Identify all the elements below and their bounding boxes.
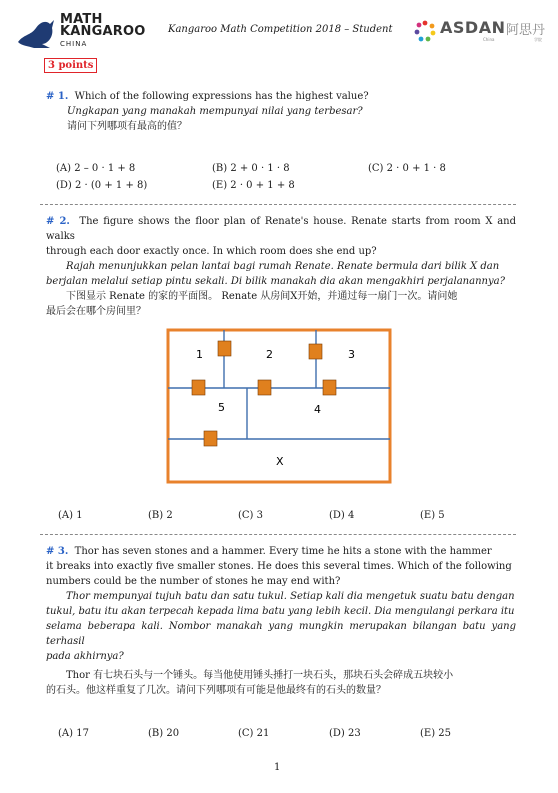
option-d[interactable]: (D) 4: [329, 510, 355, 521]
room-label-x: X: [276, 455, 284, 468]
option-a[interactable]: (A) 2 – 0 · 1 + 8: [56, 163, 136, 174]
question-ms-line4: pada akhirnya?: [46, 651, 124, 662]
page-number: 1: [274, 762, 281, 773]
question-ms-line2: tukul, batu itu akan terpecah kepada lima batu yang lebih kecil. Dia mengulangi perkara itu: [46, 606, 515, 617]
option-a[interactable]: (A) 17: [58, 728, 89, 739]
room-label-3: 3: [348, 348, 355, 361]
door: [204, 431, 217, 446]
door: [258, 380, 271, 395]
question-zh-line1: 下图显示 Renate 的家的平面图。 Renate 从房间X开始，并通过每一扇门一次。请问她: [66, 291, 458, 302]
divider: [40, 204, 516, 205]
question-en-line3: numbers could be the number of stones he may end with?: [46, 576, 341, 587]
room-label-1: 1: [196, 348, 203, 361]
question-1: [46, 89, 516, 134]
question-number: # 3.: [46, 546, 69, 557]
question-ms-line3: selama beberapa kali. Nombor manakah yang mungkin merupakan bilangan batu yang terhasil: [46, 621, 516, 647]
question-ms: Ungkapan yang manakah mempunyai nilai yang terbesar?: [67, 106, 363, 117]
question-ms-line1: Thor mempunyai tujuh batu dan satu tukul. Setiap kali dia mengetuk suatu batu dengan: [66, 591, 515, 602]
door: [309, 344, 322, 359]
option-e[interactable]: (E) 2 · 0 + 1 + 8: [212, 180, 295, 191]
question-en-line1: Thor has seven stones and a hammer. Every time he hits a stone with the hammer: [74, 546, 492, 557]
question-zh-line2: 的石头。他这样重复了几次。请问下列哪项有可能是他最终有的石头的数量？: [46, 685, 386, 696]
question-en: Which of the following expressions has the highest value?: [74, 91, 369, 102]
option-d[interactable]: (D) 2 · (0 + 1 + 8): [56, 180, 148, 191]
option-e[interactable]: (E) 5: [420, 510, 445, 521]
asdan-logo-sub-left: China: [483, 37, 495, 42]
option-b[interactable]: (B) 2: [148, 510, 173, 521]
question-en-line1: The figure shows the floor plan of Renate's house. Renate starts from room X and walks: [46, 216, 517, 242]
question-zh-line2: 最后会在哪个房间里？: [46, 306, 146, 317]
door: [192, 380, 205, 395]
question-en-line2: through each door exactly once. In which room does she end up?: [46, 246, 377, 257]
question-en-line2: it breaks into exactly five smaller stones. He does this several times. Which of the following: [46, 561, 512, 572]
option-e[interactable]: (E) 25: [420, 728, 452, 739]
question-zh: 请问下列哪项有最高的值？: [67, 121, 187, 132]
points-badge: 3 points: [44, 58, 97, 73]
option-a[interactable]: (A) 1: [58, 510, 83, 521]
math-kangaroo-logo-text: MATH KANGAROO CHINA: [60, 12, 146, 48]
door: [218, 341, 231, 356]
question-2: [46, 214, 516, 319]
asdan-logo-icon: [412, 18, 438, 44]
option-c[interactable]: (C) 3: [238, 510, 263, 521]
option-b[interactable]: (B) 2 + 0 · 1 · 8: [212, 163, 290, 174]
asdan-logo-cn: 阿思丹: [506, 23, 546, 38]
divider: [40, 534, 516, 535]
asdan-logo-sub-right: 学院: [534, 37, 542, 42]
option-c[interactable]: (C) 21: [238, 728, 270, 739]
question-number: # 2.: [46, 216, 70, 227]
door: [323, 380, 336, 395]
question-zh-line1: Thor 有七块石头与一个锤头。每当他使用锤头捶打一块石头，那块石头会碎成五块较小: [66, 670, 454, 681]
question-number: # 1.: [46, 91, 69, 102]
room-label-2: 2: [266, 348, 273, 361]
question-ms-line1: Rajah menunjukkan pelan lantai bagi rumah Renate. Renate bermula dari bilik X dan: [66, 261, 500, 272]
question-ms-line2: berjalan melalui setiap pintu sekali. Di bilik manakah dia akan mengakhiri perjalanannya?: [46, 276, 505, 287]
room-label-5: 5: [218, 401, 225, 414]
floor-plan-diagram: [166, 328, 392, 484]
page-header-title: Kangaroo Math Competition 2018 – Student: [168, 24, 393, 35]
option-c[interactable]: (C) 2 · 0 + 1 · 8: [368, 163, 446, 174]
asdan-logo-text: ASDAN: [440, 18, 506, 37]
option-d[interactable]: (D) 23: [329, 728, 361, 739]
room-label-4: 4: [314, 403, 321, 416]
option-b[interactable]: (B) 20: [148, 728, 180, 739]
question-3: [46, 544, 516, 698]
